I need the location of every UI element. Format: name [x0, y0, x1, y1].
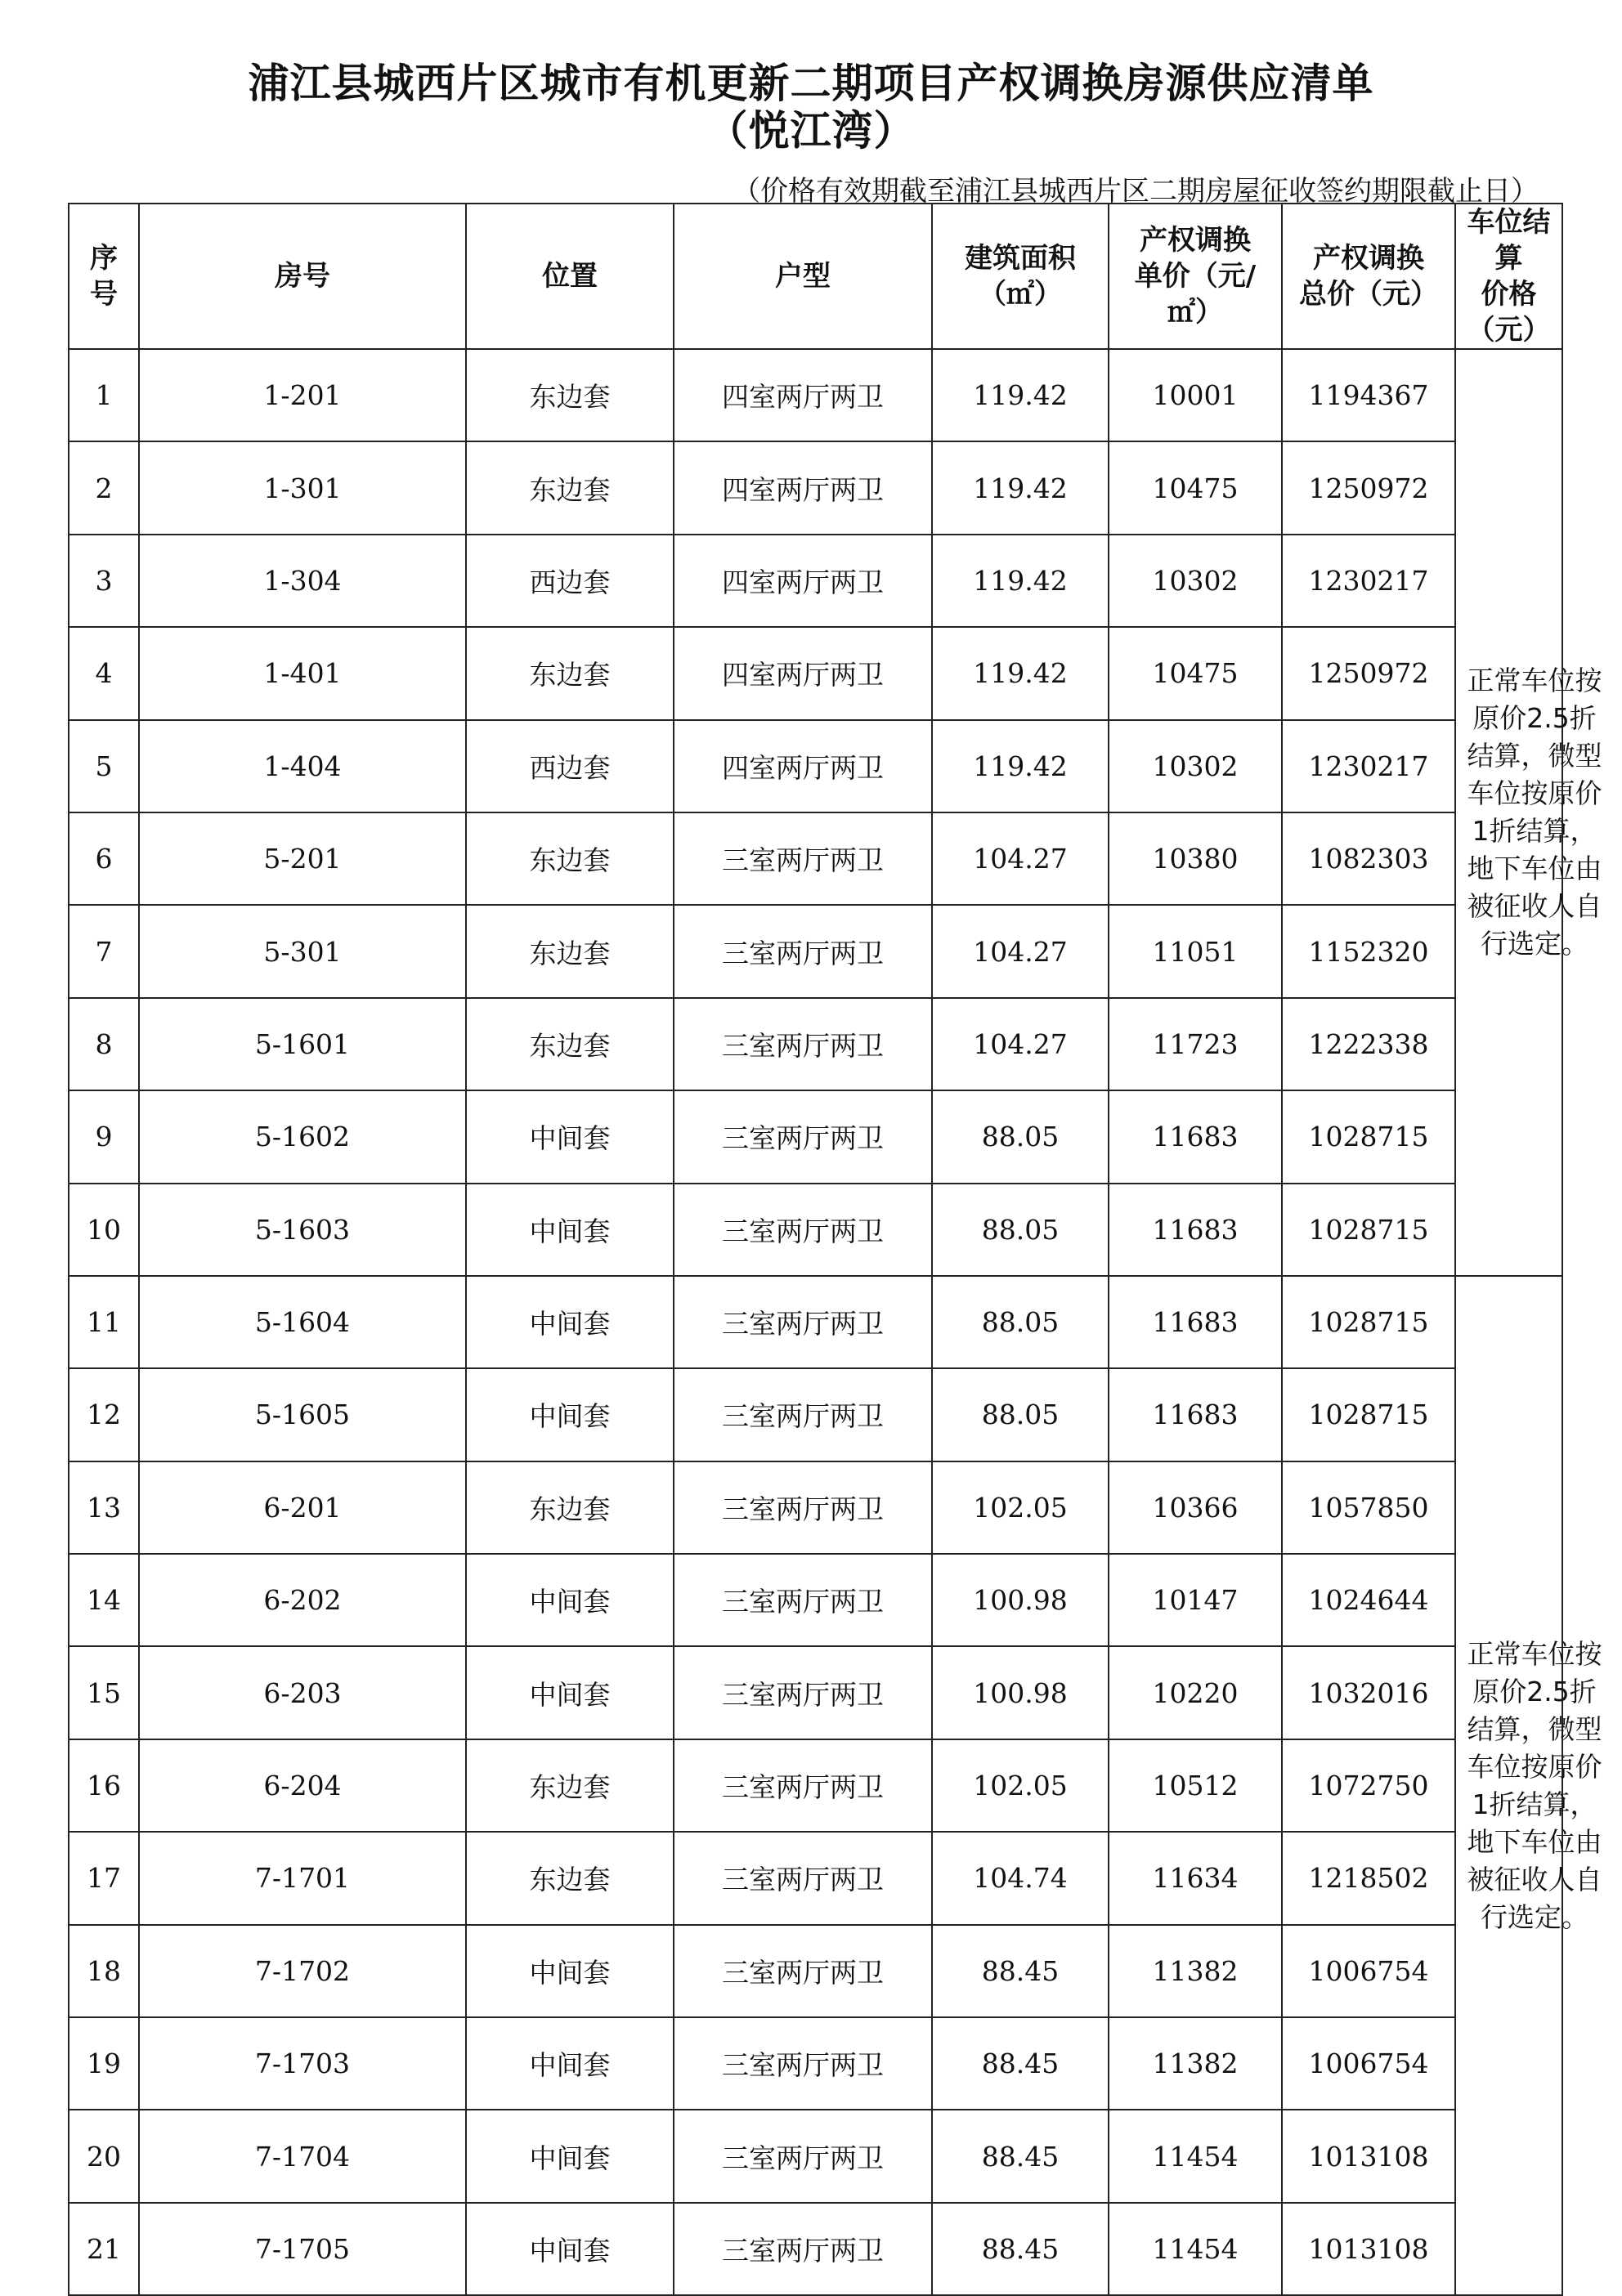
cell-room: 1-404 [139, 720, 466, 812]
cell-unit-price: 10147 [1109, 1554, 1282, 1646]
table-row [69, 2203, 1562, 2295]
cell-no: 19 [69, 2017, 139, 2110]
parking-note-text: 正常车位按原价2.5折结算，微型车位按原价1折结算，地下车位由被征收人自行选定。 [1467, 1637, 1602, 1933]
cell-unit-price: 10475 [1109, 627, 1282, 719]
cell-position: 中间套 [466, 1368, 674, 1461]
table-row [69, 905, 1562, 997]
cell-position: 东边套 [466, 812, 674, 905]
parking-settlement-note [1455, 1276, 1602, 2295]
cell-area: 119.42 [932, 441, 1109, 534]
cell-no: 18 [69, 1925, 139, 2017]
cell-no: 11 [69, 1276, 139, 1368]
cell-total-price: 1028715 [1282, 1276, 1455, 1368]
table-row [69, 349, 1562, 441]
cell-no: 17 [69, 1832, 139, 1924]
cell-room: 5-1605 [139, 1368, 466, 1461]
cell-layout: 三室两厅两卫 [674, 2017, 932, 2110]
cell-area: 88.45 [932, 1925, 1109, 2017]
table-row [69, 1276, 1562, 1368]
cell-position: 东边套 [466, 349, 674, 441]
cell-position: 东边套 [466, 1739, 674, 1832]
cell-area: 119.42 [932, 720, 1109, 812]
parking-settlement-note [1455, 349, 1602, 1276]
cell-position: 中间套 [466, 2203, 674, 2295]
cell-layout: 三室两厅两卫 [674, 1925, 932, 2017]
table-body [69, 349, 1602, 2295]
cell-position: 东边套 [466, 905, 674, 997]
cell-area: 88.05 [932, 1368, 1109, 1461]
cell-total-price: 1082303 [1282, 812, 1455, 905]
cell-total-price: 1006754 [1282, 1925, 1455, 2017]
cell-room: 1-301 [139, 441, 466, 534]
cell-total-price: 1024644 [1282, 1554, 1455, 1646]
cell-area: 100.98 [932, 1646, 1109, 1739]
cell-area: 88.05 [932, 1090, 1109, 1183]
table-row [69, 627, 1562, 719]
cell-no: 6 [69, 812, 139, 905]
cell-room: 7-1703 [139, 2017, 466, 2110]
cell-unit-price: 11683 [1109, 1276, 1282, 1368]
price-validity-note: （价格有效期截至浦江县城西片区二期房屋征收签约期限截止日） [733, 175, 1539, 208]
header-area: 建筑面积 （㎡） [932, 204, 1109, 349]
cell-no: 10 [69, 1184, 139, 1276]
table-row [69, 441, 1562, 534]
cell-no: 9 [69, 1090, 139, 1183]
cell-no: 14 [69, 1554, 139, 1646]
cell-total-price: 1013108 [1282, 2110, 1455, 2202]
cell-layout: 三室两厅两卫 [674, 1832, 932, 1924]
cell-position: 西边套 [466, 720, 674, 812]
table-row [69, 720, 1562, 812]
table-row [69, 2110, 1562, 2202]
table-row [69, 1739, 1562, 1832]
cell-layout: 三室两厅两卫 [674, 905, 932, 997]
cell-layout: 三室两厅两卫 [674, 1184, 932, 1276]
cell-room: 6-201 [139, 1461, 466, 1554]
cell-unit-price: 10366 [1109, 1461, 1282, 1554]
header-parking-price: 车位结算 价格（元） [1455, 204, 1562, 349]
cell-position: 东边套 [466, 998, 674, 1090]
cell-position: 中间套 [466, 2017, 674, 2110]
cell-total-price: 1230217 [1282, 720, 1455, 812]
table-row [69, 1368, 1562, 1461]
table-row [69, 535, 1562, 627]
cell-room: 6-202 [139, 1554, 466, 1646]
cell-no: 12 [69, 1368, 139, 1461]
cell-unit-price: 11454 [1109, 2110, 1282, 2202]
cell-no: 21 [69, 2203, 139, 2295]
cell-unit-price: 10475 [1109, 441, 1282, 534]
cell-layout: 三室两厅两卫 [674, 1368, 932, 1461]
cell-total-price: 1230217 [1282, 535, 1455, 627]
table-row [69, 1832, 1562, 1924]
table-row [69, 1461, 1562, 1554]
cell-no: 1 [69, 349, 139, 441]
cell-no: 3 [69, 535, 139, 627]
cell-room: 5-1603 [139, 1184, 466, 1276]
table-header-row [69, 204, 1562, 349]
cell-layout: 三室两厅两卫 [674, 812, 932, 905]
cell-room: 1-201 [139, 349, 466, 441]
cell-position: 东边套 [466, 1832, 674, 1924]
cell-total-price: 1250972 [1282, 627, 1455, 719]
cell-area: 104.27 [932, 905, 1109, 997]
cell-area: 119.42 [932, 349, 1109, 441]
cell-unit-price: 10302 [1109, 720, 1282, 812]
cell-total-price: 1028715 [1282, 1090, 1455, 1183]
cell-total-price: 1013108 [1282, 2203, 1455, 2295]
cell-no: 16 [69, 1739, 139, 1832]
cell-area: 102.05 [932, 1739, 1109, 1832]
cell-unit-price: 11634 [1109, 1832, 1282, 1924]
table-row [69, 2017, 1562, 2110]
table-row [69, 1184, 1562, 1276]
cell-area: 88.45 [932, 2203, 1109, 2295]
cell-no: 8 [69, 998, 139, 1090]
cell-area: 119.42 [932, 627, 1109, 719]
cell-position: 中间套 [466, 1554, 674, 1646]
cell-unit-price: 11723 [1109, 998, 1282, 1090]
cell-layout: 三室两厅两卫 [674, 2110, 932, 2202]
cell-unit-price: 10302 [1109, 535, 1282, 627]
cell-position: 东边套 [466, 627, 674, 719]
cell-total-price: 1250972 [1282, 441, 1455, 534]
cell-unit-price: 11683 [1109, 1368, 1282, 1461]
cell-no: 5 [69, 720, 139, 812]
cell-unit-price: 10380 [1109, 812, 1282, 905]
header-position: 位置 [466, 204, 674, 349]
cell-position: 中间套 [466, 2110, 674, 2202]
cell-area: 119.42 [932, 535, 1109, 627]
cell-total-price: 1194367 [1282, 349, 1455, 441]
cell-unit-price: 11683 [1109, 1184, 1282, 1276]
cell-area: 100.98 [932, 1554, 1109, 1646]
cell-layout: 四室两厅两卫 [674, 441, 932, 534]
cell-total-price: 1028715 [1282, 1368, 1455, 1461]
cell-room: 7-1702 [139, 1925, 466, 2017]
cell-position: 西边套 [466, 535, 674, 627]
cell-unit-price: 11683 [1109, 1090, 1282, 1183]
cell-area: 88.05 [932, 1184, 1109, 1276]
cell-room: 5-1601 [139, 998, 466, 1090]
cell-total-price: 1152320 [1282, 905, 1455, 997]
cell-room: 1-304 [139, 535, 466, 627]
header-room: 房号 [139, 204, 466, 349]
header-layout: 户型 [674, 204, 932, 349]
cell-no: 13 [69, 1461, 139, 1554]
table-row [69, 1090, 1562, 1183]
cell-layout: 四室两厅两卫 [674, 720, 932, 812]
cell-unit-price: 10001 [1109, 349, 1282, 441]
cell-no: 7 [69, 905, 139, 997]
header-total-price: 产权调换 总价（元） [1282, 204, 1455, 349]
document-title: 浦江县城西片区城市有机更新二期项目产权调换房源供应清单 [248, 60, 1374, 107]
cell-unit-price: 11454 [1109, 2203, 1282, 2295]
cell-layout: 三室两厅两卫 [674, 1090, 932, 1183]
cell-layout: 三室两厅两卫 [674, 2203, 932, 2295]
cell-room: 7-1701 [139, 1832, 466, 1924]
cell-position: 中间套 [466, 1184, 674, 1276]
cell-layout: 三室两厅两卫 [674, 1276, 932, 1368]
cell-area: 88.05 [932, 1276, 1109, 1368]
table-row [69, 1925, 1562, 2017]
table-row [69, 1646, 1562, 1739]
cell-room: 5-201 [139, 812, 466, 905]
cell-layout: 四室两厅两卫 [674, 349, 932, 441]
cell-no: 15 [69, 1646, 139, 1739]
table-row [69, 998, 1562, 1090]
document-subtitle: （悦江湾） [706, 107, 916, 154]
cell-total-price: 1218502 [1282, 1832, 1455, 1924]
cell-position: 中间套 [466, 1646, 674, 1739]
cell-unit-price: 10512 [1109, 1739, 1282, 1832]
cell-position: 中间套 [466, 1925, 674, 2017]
cell-area: 104.27 [932, 812, 1109, 905]
cell-total-price: 1072750 [1282, 1739, 1455, 1832]
housing-supply-table [68, 203, 1602, 2296]
cell-area: 88.45 [932, 2110, 1109, 2202]
cell-layout: 三室两厅两卫 [674, 1739, 932, 1832]
cell-room: 5-1602 [139, 1090, 466, 1183]
cell-position: 东边套 [466, 441, 674, 534]
cell-position: 东边套 [466, 1461, 674, 1554]
cell-layout: 四室两厅两卫 [674, 627, 932, 719]
cell-position: 中间套 [466, 1276, 674, 1368]
cell-total-price: 1006754 [1282, 2017, 1455, 2110]
cell-unit-price: 10220 [1109, 1646, 1282, 1739]
cell-unit-price: 11382 [1109, 1925, 1282, 2017]
cell-area: 104.27 [932, 998, 1109, 1090]
cell-area: 102.05 [932, 1461, 1109, 1554]
cell-room: 6-204 [139, 1739, 466, 1832]
cell-room: 5-301 [139, 905, 466, 997]
cell-room: 5-1604 [139, 1276, 466, 1368]
cell-no: 4 [69, 627, 139, 719]
table-row [69, 812, 1562, 905]
cell-unit-price: 11051 [1109, 905, 1282, 997]
cell-area: 104.74 [932, 1832, 1109, 1924]
cell-total-price: 1028715 [1282, 1184, 1455, 1276]
cell-room: 7-1705 [139, 2203, 466, 2295]
cell-room: 7-1704 [139, 2110, 466, 2202]
cell-no: 2 [69, 441, 139, 534]
header-no: 序 号 [69, 204, 139, 349]
cell-total-price: 1057850 [1282, 1461, 1455, 1554]
cell-room: 1-401 [139, 627, 466, 719]
table-row [69, 1554, 1562, 1646]
cell-total-price: 1032016 [1282, 1646, 1455, 1739]
cell-unit-price: 11382 [1109, 2017, 1282, 2110]
cell-position: 中间套 [466, 1090, 674, 1183]
cell-layout: 三室两厅两卫 [674, 1646, 932, 1739]
cell-area: 88.45 [932, 2017, 1109, 2110]
cell-total-price: 1222338 [1282, 998, 1455, 1090]
header-unit-price: 产权调换 单价（元/ ㎡） [1109, 204, 1282, 349]
cell-layout: 三室两厅两卫 [674, 1554, 932, 1646]
cell-layout: 三室两厅两卫 [674, 998, 932, 1090]
cell-layout: 四室两厅两卫 [674, 535, 932, 627]
cell-no: 20 [69, 2110, 139, 2202]
parking-note-text: 正常车位按原价2.5折结算，微型车位按原价1折结算，地下车位由被征收人自行选定。 [1467, 664, 1602, 960]
cell-layout: 三室两厅两卫 [674, 1461, 932, 1554]
cell-room: 6-203 [139, 1646, 466, 1739]
